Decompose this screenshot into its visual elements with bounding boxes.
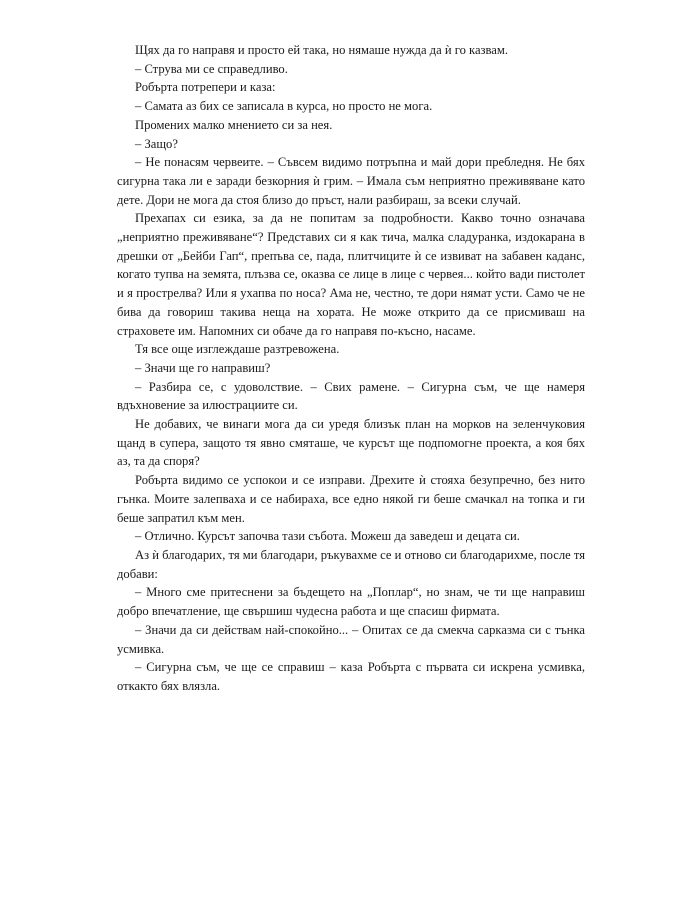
paragraph: – Самата аз бих се записала в курса, но просто не мога. <box>135 99 433 114</box>
paragraph: – Не понасям червеите. – Съвсем видимо потръпна и май дори пребледня. Не бях сигурна така ли е заради безкорния ѝ грим. – Имала съм неприятно преживяване като дете. Дори не мога да стоя близо до пръст, нали разбираш, за всеки случай. <box>117 155 585 207</box>
body-text <box>117 41 585 696</box>
paragraph: Промених малко мнението си за нея. <box>135 117 333 132</box>
paragraph: Не добавих, че винаги мога да си уредя близък план на морков на зеленчуковия щанд в супера, защото тя явно смяташе, че курсът ще подпомогне проекта, а коя бях аз, та да споря? <box>117 417 585 469</box>
paragraph: – Много сме притеснени за бъдещето на „Поплар“, но знам, че ти ще направиш добро впечатление, ще свършиш чудесна работа и ще спасиш фирмата. <box>117 585 585 619</box>
paragraph: – Сигурна съм, че ще се справиш – каза Робърта с първата си искрена усмивка, откакто бях влязла. <box>117 660 585 693</box>
paragraph: – Значи ще го направиш? <box>135 360 271 375</box>
paragraph: Щях да го направя и просто ей така, но нямаше нужда да ѝ го казвам. <box>135 43 508 57</box>
paragraph: – Струва ми се справедливо. <box>135 61 288 76</box>
paragraph: Робърта видимо се успокои и се изправи. Дрехите ѝ стояха безупречно, без нито гънка. Моите залепваха и се набираха, все едно някой ги беше смачкал на топка и ги беше запратил към мен. <box>117 473 585 525</box>
paragraph: – Значи да си действам най-спокойно... – Опитах се да смекча сарказма си с тънка усмивка. <box>117 622 585 656</box>
paragraph: – Защо? <box>135 136 178 151</box>
paragraph: Тя все още изглеждаше разтревожена. <box>135 342 340 357</box>
paragraph: Робърта потрепери и каза: <box>135 80 276 95</box>
paragraph: Прехапах си езика, за да не попитам за подробности. Какво точно означава „неприятно преживяване“? Представих си я как тича, малка сладуранка, издокарана в дрешки от „Бейби Гап“, препъва се, пада, плитчиците ѝ се извиват на забавен каданс, когато тупва на земята, плъзва се, оказва се лице в лице с червея... който вади пистолет и я прострелва? Или я ухапва по носа? Ама не, честно, те дори нямат усти. Само че не бива да говориш такива неща на хората. Не може открито да се присмиваш на страховете им. Напомних си обаче да го направя по-късно, насаме. <box>117 211 585 338</box>
paragraph: Аз ѝ благодарих, тя ми благодари, ръкувахме се и отново си благодарихме, после тя добави: <box>117 547 585 581</box>
paragraph: – Отлично. Курсът започва тази събота. Можеш да заведеш и децата си. <box>135 529 520 544</box>
paragraph: – Разбира се, с удоволствие. – Свих рамене. – Сигурна съм, че ще намеря вдъхновение за илюстрациите си. <box>117 379 585 413</box>
